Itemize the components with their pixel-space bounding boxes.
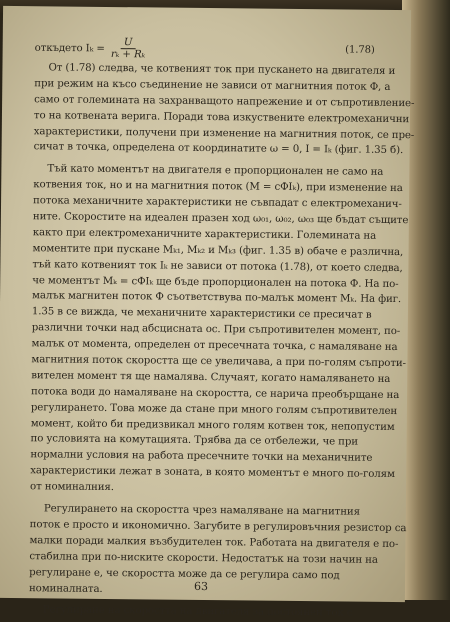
text-line: както при електромеханичните характеристики. Големината на — [32, 227, 377, 242]
formula-numerator: U — [121, 37, 136, 49]
text-line: регулирането. Това може да стане при много голям съпротивителен — [30, 401, 398, 417]
paragraphs — [28, 60, 415, 622]
text-line: сичат в точка, определена от координатите ω = 0, I = Iₖ (фиг. 1.35 б). — [33, 141, 404, 157]
text-line: момент, който би предизвикал много голям котвен ток, непопустим — [30, 417, 395, 433]
page-number: 63 — [193, 579, 209, 594]
formula-fraction — [111, 37, 146, 60]
paragraph — [30, 162, 409, 499]
text-line: характеристики, получени при изменение на магнитния поток, се пре- — [33, 125, 415, 141]
text-line: стабилна при по-ниските скорости. Недостатък на този начин на — [29, 550, 378, 566]
text-line: от номиналния. — [30, 481, 114, 494]
text-line: то на котвената верига. Поради това изкуствените електромеханични — [33, 109, 410, 125]
formula-prefix: откъдето Iₖ = — [34, 42, 105, 54]
formula-denominator: rₖ + Rₖ — [110, 48, 146, 60]
text-line: нормални условия на работа пресечните точки на механичните — [30, 449, 373, 465]
text-line: потока води до намаляване на скоростта, се нарича преобърщане на — [31, 386, 400, 401]
book-page — [0, 6, 415, 619]
text-line: регулиране е, че скоростта може да се регулира само под — [29, 566, 340, 582]
formula-1-78 — [35, 34, 375, 64]
text-line: потока механичните характеристики не съвпадат с електромеханич- — [33, 195, 402, 211]
equation-number: (1.78) — [345, 44, 375, 56]
text-line: характеристики лежат в зоната, в която моментът е много по-голям — [30, 465, 395, 481]
text-line: малки поради малкия възбудителен ток. Работата на двигателя е по- — [29, 535, 399, 550]
text-line: Тъй като моментът на двигателя е пропорционален не само на — [47, 163, 384, 179]
text-line: тъй като котвеният ток Iₖ не зависи от потока (1.78), от което следва, — [32, 258, 403, 274]
text-line: малък магнитен поток Ф съответствува по-малък момент Mₖ. На фиг. — [32, 290, 402, 306]
text-line: поток е просто и икономично. Загубите в регулировъчния резистор са — [29, 519, 407, 535]
paragraph — [29, 603, 369, 622]
text-line: моментите при пускане Mₖ₁, Mₖ₂ и Mₖ₃ (фиг. 1.35 в) обаче е различна, — [32, 242, 404, 258]
page-body — [28, 34, 415, 622]
text-line: магнитния поток скоростта ще се увеличава, а при по-голям съпроти- — [31, 354, 406, 370]
text-line: само от големината на захранващото напрежение и от съпротивление- — [34, 93, 415, 109]
text-line: ните. Скоростите на идеален празен ход ω₀₁, ω₀₂, ω₀₃ ще бъдат същите — [32, 211, 409, 227]
text-line: при режим на късо съединение не зависи от магнитния поток Ф, а — [34, 78, 391, 93]
paragraph — [33, 60, 415, 159]
text-line: 1.35 в се вижда, че механичните характеристики се пресичат в — [31, 306, 372, 322]
text-line: Регулирането на скоростта чрез намаляване на магнитния — [43, 503, 361, 518]
text-line: Регулиране на скоростта на двигателя за постоянен ток с — [42, 604, 353, 619]
text-line: От (1.78) следва, че котвеният ток при пускането на двигателя и — [48, 62, 396, 77]
text-line: котвения ток, но и на магнитния поток (M = cФIₖ), при изменение на — [33, 179, 403, 195]
text-line: по условията на комутацията. Трябва да се отбележи, че при — [30, 433, 359, 449]
text-line: вителен момент тя ще намалява. Случаят, когато намаляването на — [31, 370, 391, 385]
text-line: различни точки над абсцисната ос. При съпротивителен момент, по- — [31, 322, 401, 338]
text-line: че моментът Mₖ = cФIₖ ще бъде пропорционален на потока Ф. На по- — [32, 274, 399, 290]
text-line: малък от момента, определен от пресечната точка, с намаляване на — [31, 338, 398, 354]
text-line: номиналната. — [28, 582, 103, 595]
